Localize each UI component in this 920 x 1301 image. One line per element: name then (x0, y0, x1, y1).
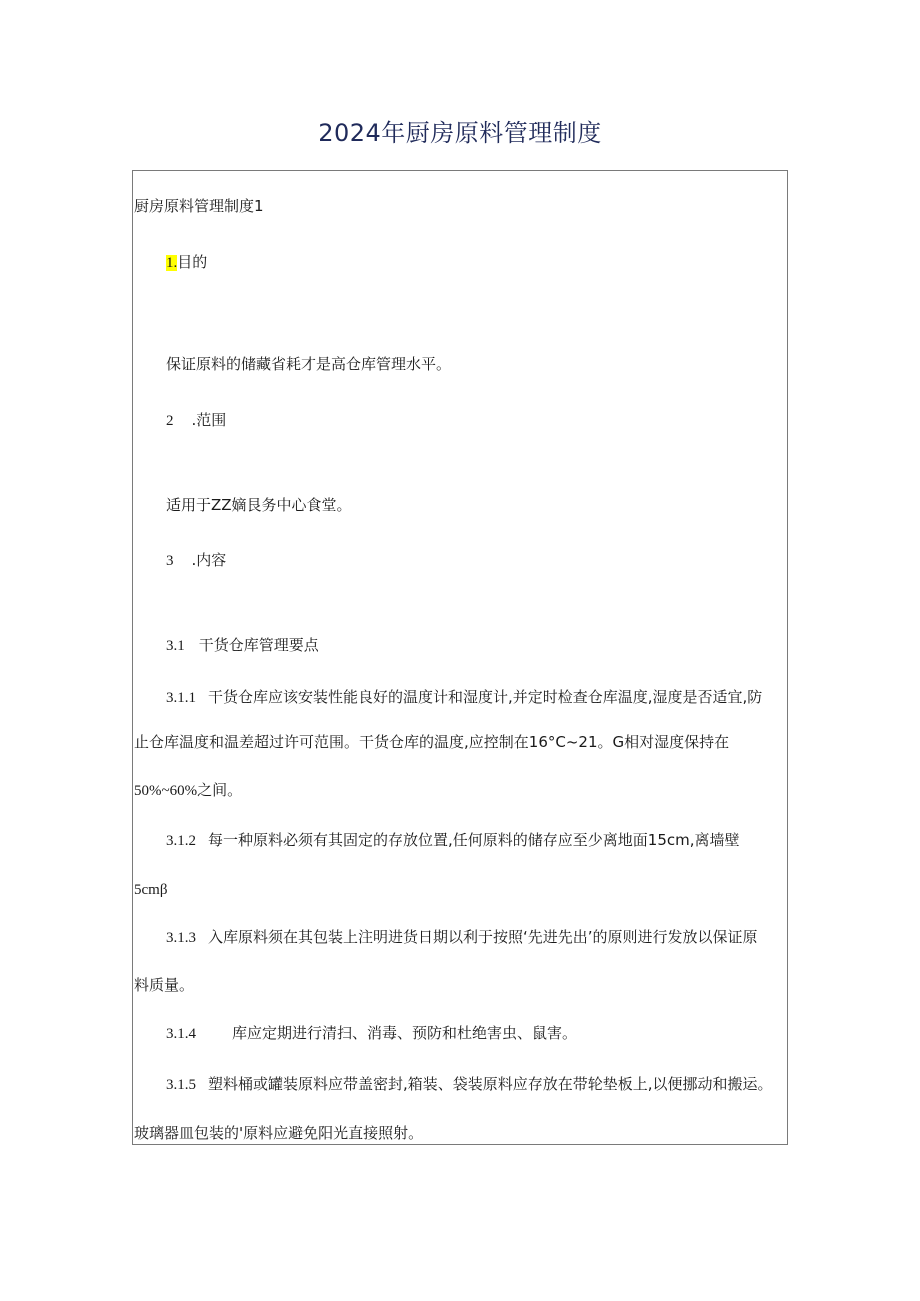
section-2-label: .范围 (191, 411, 227, 429)
item-3-1-2-number: 3.1.2 (166, 833, 196, 849)
subsection-3-1-label: 干货仓库管理要点 (198, 636, 319, 654)
item-3-1-1-number: 3.1.1 (166, 690, 196, 706)
subsection-3-1-number: 3.1 (166, 638, 185, 654)
item-3-1-3-line-1 (166, 926, 758, 949)
item-3-1-4-line-1 (166, 1022, 577, 1045)
section-1-heading (166, 251, 207, 274)
section-1-label: 目的 (177, 253, 208, 271)
item-3-1-1-text: 干货仓库应该安装性能良好的温度计和湿度计,并定时检查仓库温度,湿度是否适宜,防 (208, 688, 763, 706)
item-3-1-4-number: 3.1.4 (166, 1026, 196, 1042)
item-3-1-5-line-2: 玻璃器皿包装的'原料应避免阳光直接照射。 (134, 1124, 424, 1142)
section-2-heading (166, 409, 226, 432)
item-3-1-3-number: 3.1.3 (166, 930, 196, 946)
item-3-1-5-text: 塑料桶或罐装原料应带盖密封,箱装、袋装原料应存放在带轮垫板上,以便挪动和搬运。 (208, 1075, 773, 1093)
item-3-1-3-text: 入库原料须在其包装上注明进货日期以利于按照‘先进先出’的原则进行发放以保证原 (208, 928, 758, 946)
item-3-1-2-line-2: 5cmβ (134, 882, 168, 898)
section-2-number: 2 (166, 413, 174, 429)
section-3-label: .内容 (191, 551, 227, 569)
document-title: 2024年厨房原料管理制度 (318, 119, 602, 147)
item-3-1-2-text: 每一种原料必须有其固定的存放位置,任何原料的储存应至少离地面15cm,离墙壁 (208, 831, 740, 849)
item-3-1-1-line-1 (166, 686, 762, 709)
item-3-1-5-number: 3.1.5 (166, 1077, 196, 1093)
section-1-body: 保证原料的储藏省耗才是高仓库管理水平。 (166, 355, 452, 373)
section-3-heading (166, 549, 226, 572)
item-3-1-5-line-1 (166, 1073, 773, 1096)
section-2-body: 适用于ZZ嫡艮务中心食堂。 (166, 496, 352, 514)
item-3-1-2-line-1 (166, 829, 740, 852)
item-3-1-1-line-3: 50%~60%之间。 (134, 783, 243, 799)
item-3-1-1-line-2: 止仓库温度和温差超过许可范围。干货仓库的温度,应控制在16°C~21。G相对湿度保持在 (134, 733, 730, 751)
section-1-number: 1. (166, 255, 178, 271)
item-3-1-3-line-2: 料质量。 (134, 976, 195, 994)
section-heading: 厨房原料管理制度1 (134, 197, 264, 215)
section-3-number: 3 (166, 553, 174, 569)
item-3-1-4-text: 库应定期进行清扫、消毒、预防和杜绝害虫、鼠害。 (232, 1024, 578, 1042)
document-frame (132, 170, 788, 1145)
subsection-3-1-heading (166, 634, 319, 657)
